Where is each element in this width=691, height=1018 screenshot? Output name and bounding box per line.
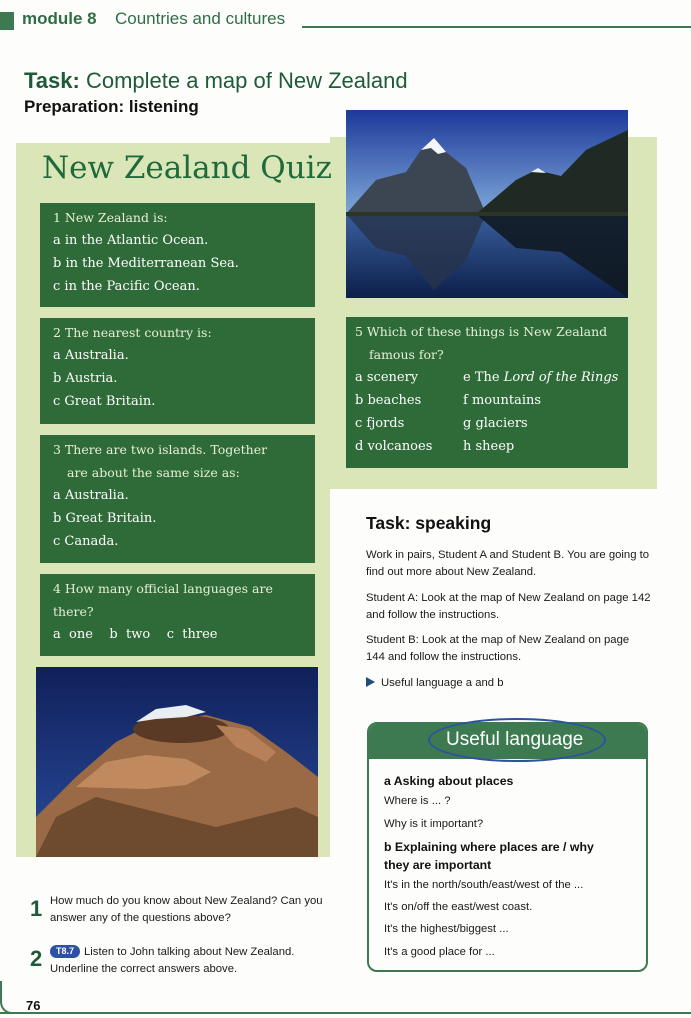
exercise-number: 1 <box>30 896 43 921</box>
answer-option[interactable]: c Great Britain. <box>53 394 156 409</box>
quiz-question-5 <box>346 317 628 468</box>
phrase: It's in the north/south/east/west of the ... <box>384 879 584 891</box>
section-b-heading: b Explaining where places are / why <box>384 840 594 854</box>
page-number: 76 <box>26 998 41 1013</box>
book-title: Lord of the Rings <box>503 370 619 385</box>
task-label: Task: <box>24 68 80 93</box>
quiz-question-2 <box>40 318 315 424</box>
arrow-right-icon <box>366 677 375 687</box>
useful-language-reference <box>366 675 651 692</box>
answer-option[interactable]: b in the Mediterranean Sea. <box>53 256 239 271</box>
answer-option[interactable]: c Canada. <box>53 534 119 549</box>
quiz-question-1 <box>40 203 315 307</box>
answer-option[interactable]: f mountains <box>463 393 542 408</box>
module-marker-icon <box>0 12 14 30</box>
phrase: Where is ... ? <box>384 795 451 807</box>
answer-option[interactable]: h sheep <box>463 439 515 454</box>
fjord-photo <box>346 110 628 298</box>
header-rule <box>302 26 691 28</box>
answer-option[interactable]: c fjords <box>355 416 405 431</box>
answer-option[interactable]: b beaches <box>355 393 422 408</box>
speaking-title: Task: speaking <box>366 513 492 533</box>
answer-options[interactable]: a one b two c three <box>53 627 218 642</box>
task-title <box>24 68 408 94</box>
answer-option[interactable]: a Australia. <box>53 348 129 363</box>
section-b-heading-cont: they are important <box>384 858 492 872</box>
footer-corner <box>0 981 14 1014</box>
footer-rule <box>0 1012 691 1014</box>
phrase: Why is it important? <box>384 818 484 830</box>
question-text: are about the same size as: <box>67 465 240 480</box>
preparation-label: Preparation: listening <box>24 97 199 116</box>
answer-option[interactable]: e The Lord of the Rings <box>463 370 619 385</box>
exercise-2-instruction: Listen to John talking about New Zealand. Underline the correct answers above. <box>50 946 295 975</box>
answer-option[interactable]: b Austria. <box>53 371 118 386</box>
volcano-photo <box>36 667 318 857</box>
question-text: 4 How many official languages are <box>53 581 273 596</box>
answer-option[interactable]: a scenery <box>355 370 419 385</box>
speaking-instruction: Work in pairs, Student A and Student B. You are going to find out more about New Zealand. <box>366 549 650 578</box>
question-text: famous for? <box>369 347 444 362</box>
exercise-2-text <box>50 944 340 978</box>
student-b-instruction: Student B: Look at the map of New Zealand on page 144 and follow the instructions. <box>366 634 630 663</box>
question-text: 3 There are two islands. Together <box>53 442 268 457</box>
quiz-question-4 <box>40 574 315 656</box>
answer-option[interactable]: a in the Atlantic Ocean. <box>53 233 209 248</box>
quiz-question-3 <box>40 435 315 563</box>
task-title-text: Complete a map of New Zealand <box>85 68 408 93</box>
answer-option[interactable]: c in the Pacific Ocean. <box>53 279 200 294</box>
question-text: 1 New Zealand is: <box>53 210 168 225</box>
answer-option[interactable]: d volcanoes <box>355 439 433 454</box>
phrase: It's on/off the east/west coast. <box>384 901 533 913</box>
exercise-number: 2 <box>30 946 43 971</box>
phrase: It's a good place for ... <box>384 946 495 958</box>
audio-track-badge[interactable]: T8.7 <box>50 945 80 958</box>
answer-option[interactable]: b Great Britain. <box>53 511 157 526</box>
phrase: It's the highest/biggest ... <box>384 923 509 935</box>
answer-option[interactable]: g glaciers <box>463 416 528 431</box>
useful-language-reference-text: Useful language a and b <box>381 677 504 689</box>
question-text: 5 Which of these things is New Zealand <box>355 324 608 339</box>
question-text: 2 The nearest country is: <box>53 325 212 340</box>
section-a-heading: a Asking about places <box>384 774 514 788</box>
module-label: module 8 <box>22 9 97 28</box>
answer-option[interactable]: a Australia. <box>53 488 129 503</box>
quiz-title: New Zealand Quiz <box>42 150 332 186</box>
module-title: Countries and cultures <box>115 9 286 28</box>
exercise-1-text: How much do you know about New Zealand? Can you answer any of the questions above? <box>50 895 323 924</box>
question-text: there? <box>53 604 94 619</box>
student-a-instruction: Student A: Look at the map of New Zealand on page 142 and follow the instructions. <box>366 592 651 621</box>
useful-language-title: Useful language <box>446 729 584 750</box>
